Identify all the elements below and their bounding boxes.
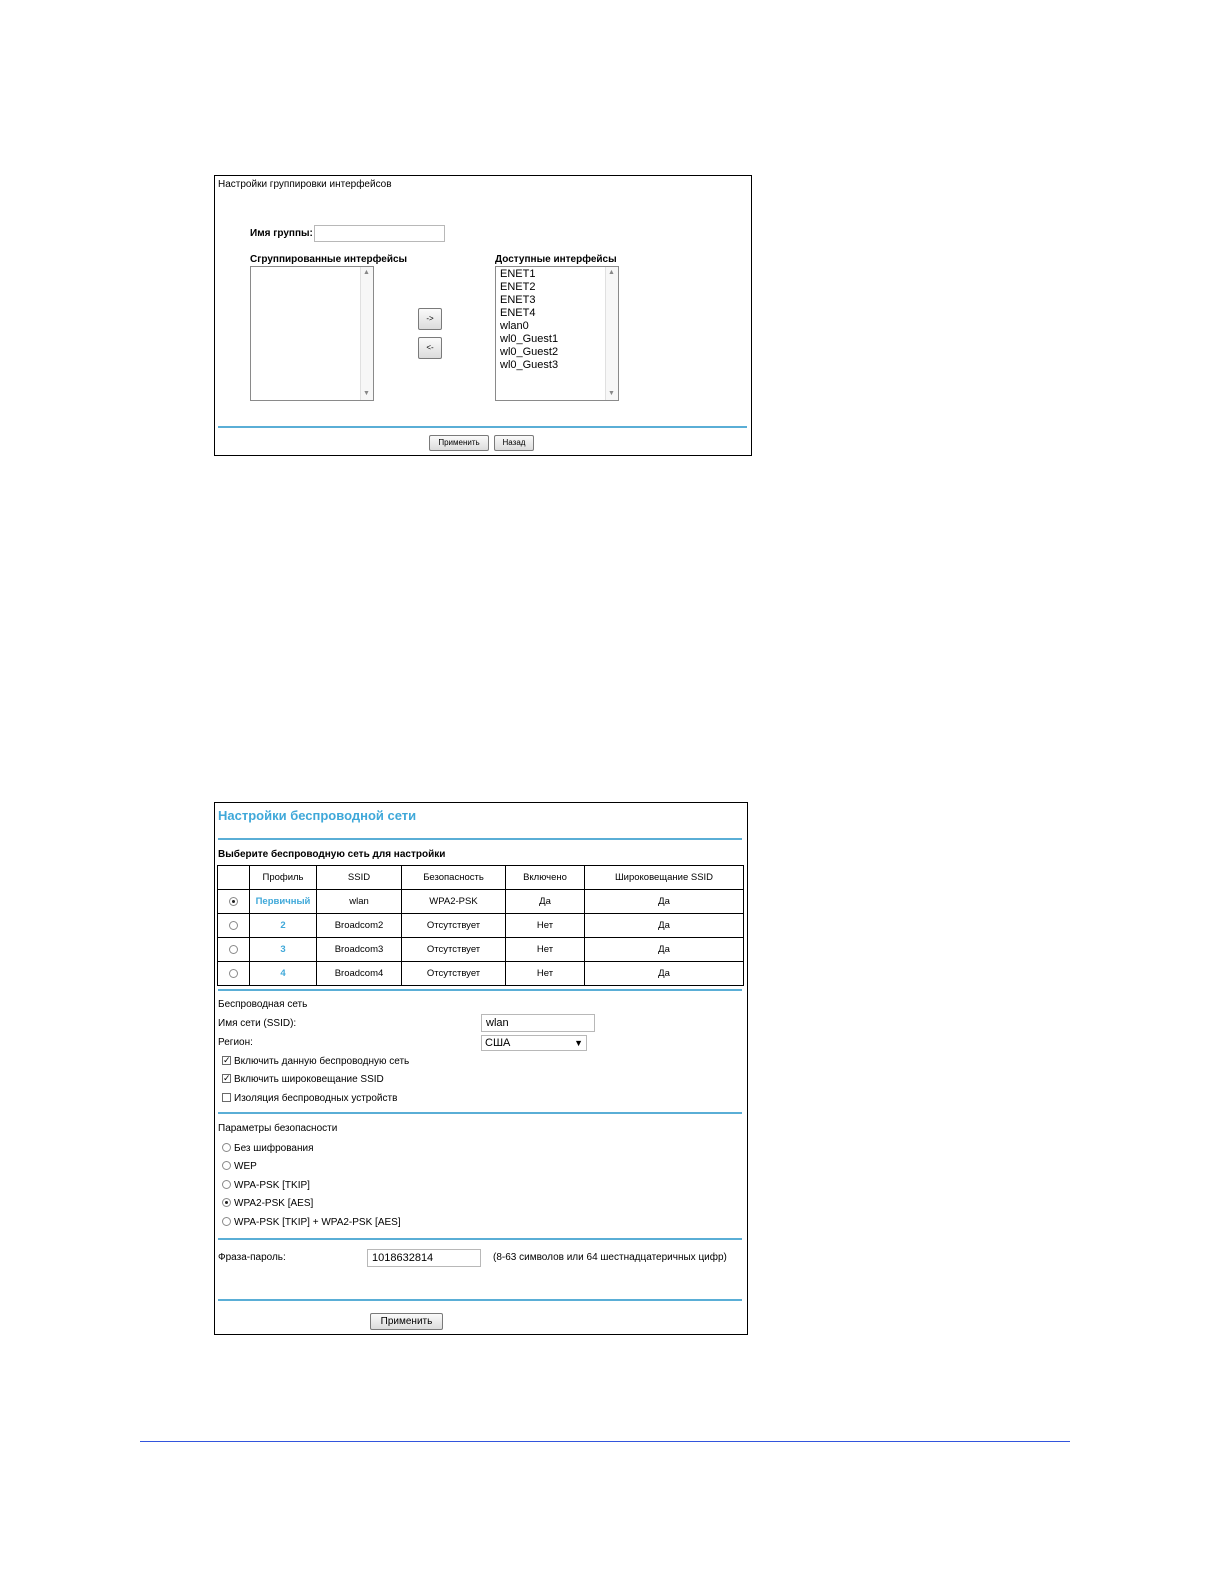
row-select-cell[interactable]	[218, 914, 250, 938]
enabled-cell: Да	[506, 890, 585, 914]
move-right-button[interactable]: ->	[418, 308, 442, 330]
apply-button[interactable]: Применить	[370, 1313, 443, 1330]
security-radio[interactable]	[222, 1180, 231, 1189]
available-interfaces-label: Доступные интерфейсы	[495, 254, 617, 265]
security-option[interactable]	[222, 1179, 310, 1193]
back-button[interactable]: Назад	[494, 435, 534, 451]
list-item[interactable]: ENET3	[500, 294, 536, 306]
profile-radio[interactable]	[229, 969, 238, 978]
available-list-scrollbar[interactable]	[605, 267, 618, 400]
security-cell: Отсутствует	[402, 914, 506, 938]
list-item[interactable]: ENET1	[500, 268, 536, 280]
isolation-option[interactable]	[222, 1092, 397, 1106]
broadcast-cell: Да	[585, 938, 744, 962]
scroll-down-icon[interactable]: ▼	[608, 390, 615, 397]
enable-broadcast-option[interactable]	[222, 1073, 384, 1087]
scroll-up-icon[interactable]: ▲	[608, 269, 615, 276]
table-header-cell: SSID	[317, 866, 402, 890]
security-radio[interactable]	[222, 1217, 231, 1226]
enabled-cell: Нет	[506, 938, 585, 962]
ssid-cell: Broadcom4	[317, 962, 402, 986]
list-item[interactable]: wl0_Guest1	[500, 333, 559, 345]
divider	[218, 989, 742, 991]
list-item[interactable]: ENET2	[500, 281, 536, 293]
enable-broadcast-label: Включить широковещание SSID	[234, 1074, 384, 1085]
row-select-cell[interactable]	[218, 890, 250, 914]
list-item[interactable]: ENET4	[500, 307, 536, 319]
isolation-label: Изоляция беспроводных устройств	[234, 1093, 398, 1104]
table-header-cell	[218, 866, 250, 890]
profile-radio[interactable]	[229, 921, 238, 930]
broadcast-cell: Да	[585, 914, 744, 938]
profile-link[interactable]: 2	[250, 914, 317, 938]
list-item[interactable]: wlan0	[500, 320, 529, 332]
grouped-interfaces-label: Сгруппированные интерфейсы	[250, 254, 408, 265]
table-row[interactable]	[218, 890, 744, 914]
grouped-interfaces-list[interactable]	[250, 266, 374, 401]
enable-network-label: Включить данную беспроводную сеть	[234, 1056, 410, 1067]
region-select[interactable]	[481, 1035, 587, 1051]
security-option[interactable]	[222, 1142, 314, 1156]
security-option[interactable]	[222, 1160, 257, 1174]
page-title: Настройки беспроводной сети	[218, 808, 417, 823]
footer-rule	[140, 1441, 1070, 1442]
region-select-value: США	[485, 1037, 511, 1049]
security-option-label: WPA2-PSK [AES]	[234, 1198, 314, 1209]
profile-radio[interactable]	[229, 945, 238, 954]
table-row[interactable]	[218, 962, 744, 986]
table-header-cell: Широковещание SSID	[585, 866, 744, 890]
security-radio[interactable]	[222, 1198, 231, 1207]
enable-broadcast-checkbox[interactable]: ✓	[223, 1072, 231, 1083]
divider	[218, 838, 742, 840]
security-cell: WPA2-PSK	[402, 890, 506, 914]
divider	[218, 1238, 742, 1240]
enable-network-option[interactable]	[222, 1055, 409, 1069]
chevron-down-icon[interactable]: ▼	[574, 1038, 583, 1048]
broadcast-cell: Да	[585, 962, 744, 986]
security-option-label: WEP	[234, 1161, 257, 1172]
profile-link[interactable]: 4	[250, 962, 317, 986]
table-row[interactable]	[218, 914, 744, 938]
profile-link[interactable]: 3	[250, 938, 317, 962]
table-row[interactable]	[218, 938, 744, 962]
divider	[218, 1299, 742, 1301]
security-section-label: Параметры безопасности	[218, 1123, 338, 1134]
ssid-label: Имя сети (SSID):	[218, 1018, 297, 1029]
network-section-label: Беспроводная сеть	[218, 999, 308, 1010]
passphrase-label: Фраза-пароль:	[218, 1252, 286, 1263]
move-left-button[interactable]: <-	[418, 337, 442, 359]
profile-link[interactable]: Первичный	[250, 890, 317, 914]
ssid-input[interactable]: wlan	[481, 1014, 595, 1032]
group-name-input[interactable]	[314, 225, 445, 242]
enabled-cell: Нет	[506, 914, 585, 938]
security-option[interactable]	[222, 1197, 313, 1211]
security-cell: Отсутствует	[402, 938, 506, 962]
region-label: Регион:	[218, 1037, 253, 1048]
table-header-cell: Безопасность	[402, 866, 506, 890]
divider	[218, 426, 747, 428]
ssid-cell: Broadcom3	[317, 938, 402, 962]
passphrase-hint: (8-63 символов или 64 шестнадцатеричных цифр)	[493, 1252, 727, 1263]
broadcast-cell: Да	[585, 890, 744, 914]
table-header-cell: Профиль	[250, 866, 317, 890]
enabled-cell: Нет	[506, 962, 585, 986]
apply-button[interactable]: Применить	[429, 435, 489, 451]
isolation-checkbox[interactable]	[222, 1093, 231, 1102]
group-name-label: Имя группы:	[250, 228, 313, 239]
passphrase-input[interactable]: 1018632814	[367, 1249, 481, 1267]
select-network-label: Выберите беспроводную сеть для настройки	[218, 849, 446, 860]
security-cell: Отсутствует	[402, 962, 506, 986]
row-select-cell[interactable]	[218, 962, 250, 986]
available-interfaces-list[interactable]	[495, 266, 619, 401]
security-option[interactable]	[222, 1216, 401, 1230]
security-option-label: WPA-PSK [TKIP]	[234, 1180, 310, 1191]
profile-radio[interactable]	[229, 897, 238, 906]
grouping-title: Настройки группировки интерфейсов	[218, 179, 392, 190]
table-header-row	[218, 866, 744, 890]
security-radio[interactable]	[222, 1161, 231, 1170]
grouped-list-scrollbar[interactable]	[360, 267, 373, 400]
list-item[interactable]: wl0_Guest3	[500, 359, 559, 371]
list-item[interactable]: wl0_Guest2	[500, 346, 559, 358]
table-header-cell: Включено	[506, 866, 585, 890]
scroll-up-icon[interactable]: ▲	[363, 269, 370, 276]
ssid-cell: Broadcom2	[317, 914, 402, 938]
wireless-settings-panel	[214, 802, 748, 1335]
security-option-label: WPA-PSK [TKIP] + WPA2-PSK [AES]	[234, 1217, 401, 1228]
security-radio[interactable]	[222, 1143, 231, 1152]
security-option-label: Без шифрования	[234, 1143, 314, 1154]
row-select-cell[interactable]	[218, 938, 250, 962]
enable-network-checkbox[interactable]: ✓	[223, 1054, 231, 1065]
interface-grouping-panel	[214, 175, 752, 456]
scroll-down-icon[interactable]: ▼	[363, 390, 370, 397]
ssid-cell: wlan	[317, 890, 402, 914]
divider	[218, 1112, 742, 1114]
profiles-table	[217, 865, 744, 986]
